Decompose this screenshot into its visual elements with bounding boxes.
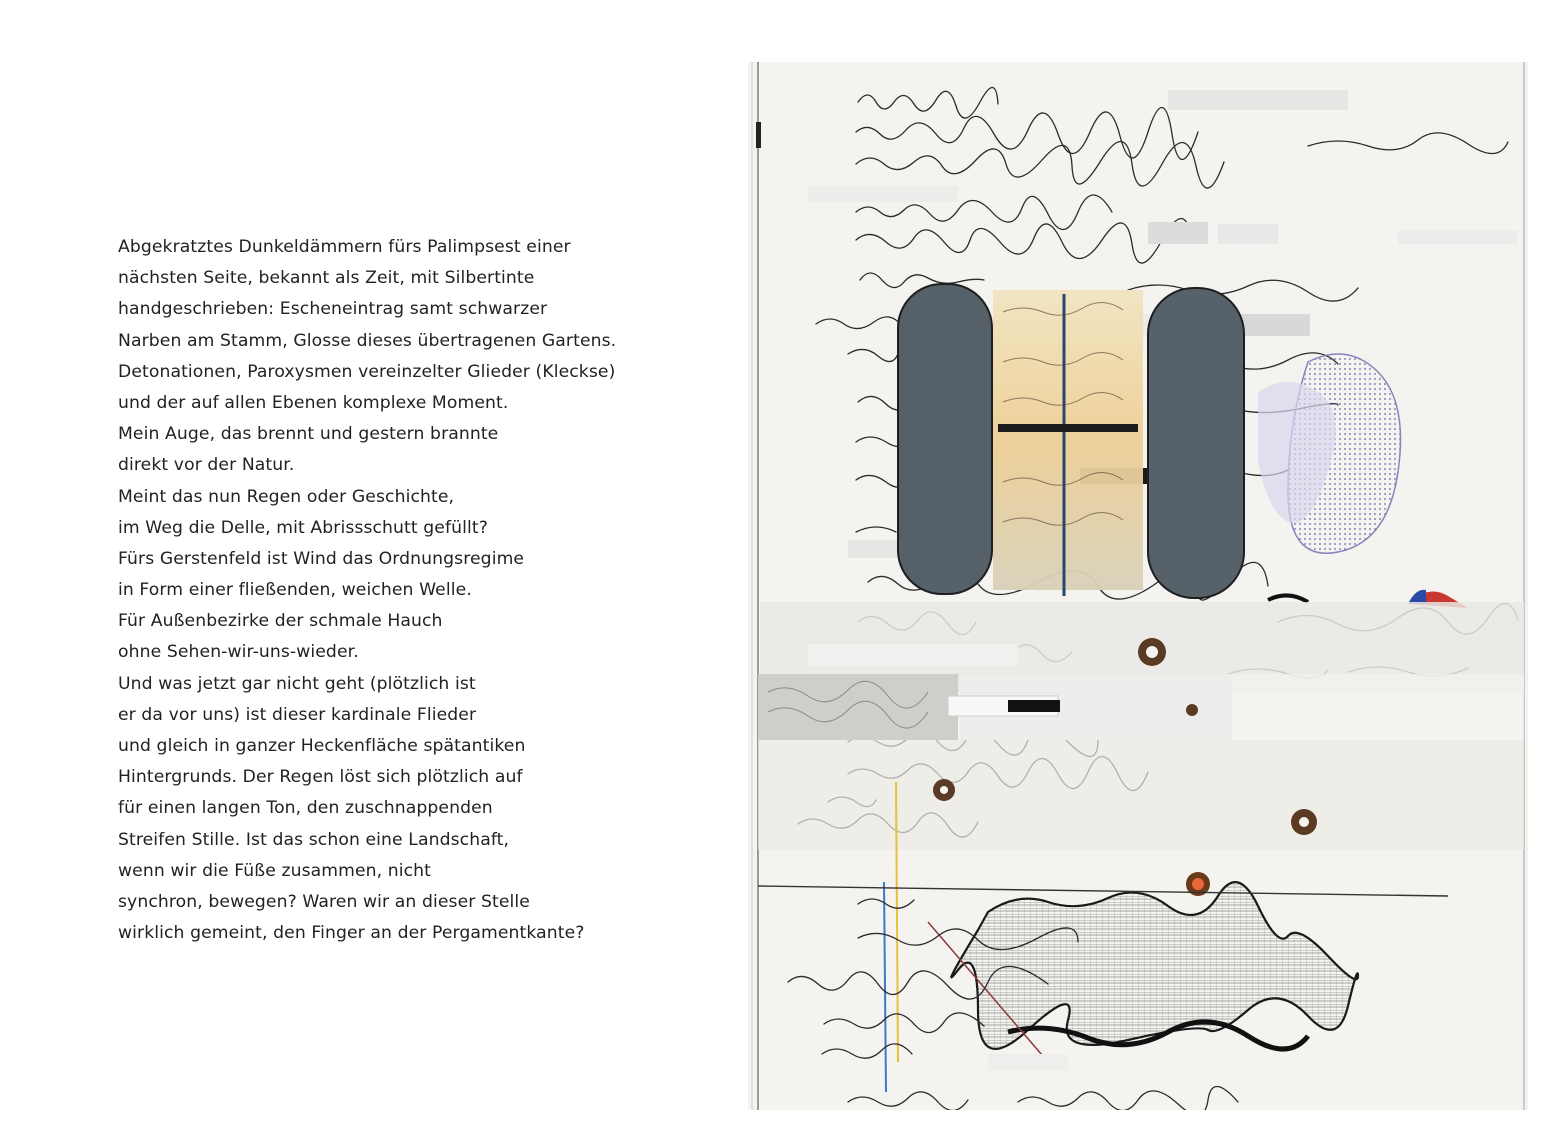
- poem-line: synchron, bewegen? Waren wir an dieser Stelle: [118, 891, 530, 912]
- poem-line: Detonationen, Paroxysmen vereinzelter Glieder (Kleckse): [118, 361, 616, 382]
- poem-line: im Weg die Delle, mit Abrissschutt gefüllt?: [118, 517, 488, 538]
- poem-line: Streifen Stille. Ist das schon eine Landschaft,: [118, 829, 510, 850]
- poem-line: Meint das nun Regen oder Geschichte,: [118, 486, 455, 507]
- poem-text: [118, 232, 718, 949]
- poem-line: Und was jetzt gar nicht geht (plötzlich ist: [118, 673, 476, 694]
- poem-line: wenn wir die Füße zusammen, nicht: [118, 860, 432, 881]
- ochre-panel: [993, 290, 1143, 590]
- poem-line: in Form einer fließenden, weichen Welle.: [118, 580, 472, 601]
- poem-line: Hintergrunds. Der Regen löst sich plötzlich auf: [118, 767, 523, 788]
- poem-line: für einen langen Ton, den zuschnappenden: [118, 798, 493, 819]
- poem-line: Für Außenbezirke der schmale Hauch: [118, 611, 443, 632]
- poem-line: nächsten Seite, bekannt als Zeit, mit Silbertinte: [118, 268, 535, 289]
- poem-line: ohne Sehen-wir-uns-wieder.: [118, 642, 359, 663]
- grey-texture-strip: [758, 674, 958, 740]
- poem-line: handgeschrieben: Escheneintrag samt schwarzer: [118, 299, 548, 320]
- poem-line: Fürs Gerstenfeld ist Wind das Ordnungsregime: [118, 548, 525, 569]
- poem-line: direkt vor der Natur.: [118, 455, 295, 476]
- poem-line: und gleich in ganzer Heckenfläche spätantiken: [118, 736, 526, 756]
- poem-line: Abgekratztes Dunkeldämmern fürs Palimpsest einer: [118, 237, 571, 257]
- poem-line: Mein Auge, das brennt und gestern brannte: [118, 424, 499, 445]
- poem-line: er da vor uns) ist dieser kardinale Flieder: [118, 704, 477, 725]
- left-page: [0, 0, 740, 1125]
- poem-line: wirklich gemeint, den Finger an der Pergamentkante?: [118, 923, 585, 944]
- collage-artwork: [748, 62, 1528, 1110]
- poem-line: Narben am Stamm, Glosse dieses übertragenen Gartens.: [118, 330, 617, 351]
- right-page: [748, 62, 1528, 1110]
- poem-line: und der auf allen Ebenen komplexe Moment.: [118, 392, 509, 413]
